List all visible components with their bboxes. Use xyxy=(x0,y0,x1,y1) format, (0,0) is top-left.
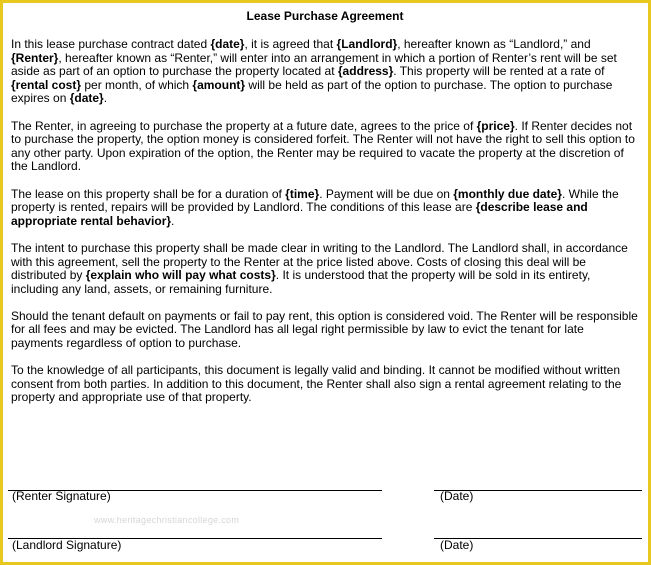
body-text: , hereafter known as “Renter,” will enter into an arrangement in which a portion of Renter’s rent will be set aside as part of an option to purchase the property located at xyxy=(11,50,617,79)
paragraph-lease-duration xyxy=(11,188,639,229)
paragraph-purchase-price xyxy=(11,120,639,174)
body-text: The intent to purchase this property shall be made clear in writing to the Landlord. The Landlord shall, in accordance with this agreement, sell the property to the Renter at the price listed above. Costs of closing this deal will be distributed by xyxy=(11,240,628,283)
body-text: The lease on this property shall be for a duration of xyxy=(11,186,286,201)
landlord-date-label: (Date) xyxy=(440,538,474,552)
placeholder-field: {describe lease and appropriate rental behavior} xyxy=(11,200,588,228)
paragraph-validity xyxy=(11,364,639,405)
body-text: , it is agreed that xyxy=(244,37,337,51)
body-text: . If Renter decides not to purchase the property, the option money is considered forfeit. The Renter will not have the right to sell this option to any other party. Upon expiration of the option, the Renter may be required to vacate the property at the discretion of the Landlord. xyxy=(11,118,635,174)
document-body xyxy=(11,8,639,405)
body-text: per month, of which xyxy=(81,77,193,92)
placeholder-field: {rental cost} xyxy=(11,77,82,92)
landlord-signature-label: (Landlord Signature) xyxy=(12,538,122,552)
placeholder-field: {date} xyxy=(69,91,104,106)
placeholder-field: {time} xyxy=(285,186,320,201)
placeholder-field: {explain who will pay what costs} xyxy=(85,268,276,283)
body-text: Should the tenant default on payments or fail to pay rent, this option is considered void. The Renter will be responsible for all fees and may be evicted. The Landlord has all legal right permissible by law to evict the tenant for late payments regardless of option to purchase. xyxy=(11,308,638,351)
document-title: Lease Purchase Agreement xyxy=(246,9,404,23)
placeholder-field: {amount} xyxy=(192,77,246,92)
body-text: , hereafter known as “Landlord,” and xyxy=(397,37,591,51)
placeholder-field: {price} xyxy=(476,118,515,133)
placeholder-field: {address} xyxy=(337,64,394,79)
body-text: . It is understood that the property will be sold in its entirety, including any land, assets, or remaining furniture. xyxy=(11,268,591,296)
body-text: . xyxy=(103,91,108,106)
body-text: To the knowledge of all participants, this document is legally valid and binding. It cannot be modified without written consent from both parties. In addition to this document, the Renter shall also sign a rental agreement relating to the property and appropriate use of that property. xyxy=(11,363,622,405)
paragraph-intent-to-purchase xyxy=(11,242,639,296)
body-text: . xyxy=(171,213,175,228)
body-text: will be held as part of the option to purchase. The option to purchase expires on xyxy=(11,77,613,106)
body-text: . This property will be rented at a rate of xyxy=(393,64,605,79)
renter-signature-label: (Renter Signature) xyxy=(12,489,111,503)
body-text: . While the property is rented, repairs will be provided by Landlord. The conditions of this lease are xyxy=(11,186,619,215)
placeholder-field: {Renter} xyxy=(11,50,59,65)
body-text: . Payment will be due on xyxy=(319,186,454,201)
placeholder-field: {Landlord} xyxy=(336,37,398,51)
paragraph-default xyxy=(11,310,639,351)
placeholder-field: {date} xyxy=(210,37,245,51)
renter-date-label: (Date) xyxy=(440,489,474,503)
watermark: www.heritagechristiancollege.com xyxy=(94,515,240,525)
body-text: The Renter, in agreeing to purchase the property at a future date, agrees to the price of xyxy=(11,118,477,133)
body-text: In this lease purchase contract dated xyxy=(11,37,211,51)
paragraph-dates-parties xyxy=(11,38,639,106)
placeholder-field: {monthly due date} xyxy=(453,186,562,201)
